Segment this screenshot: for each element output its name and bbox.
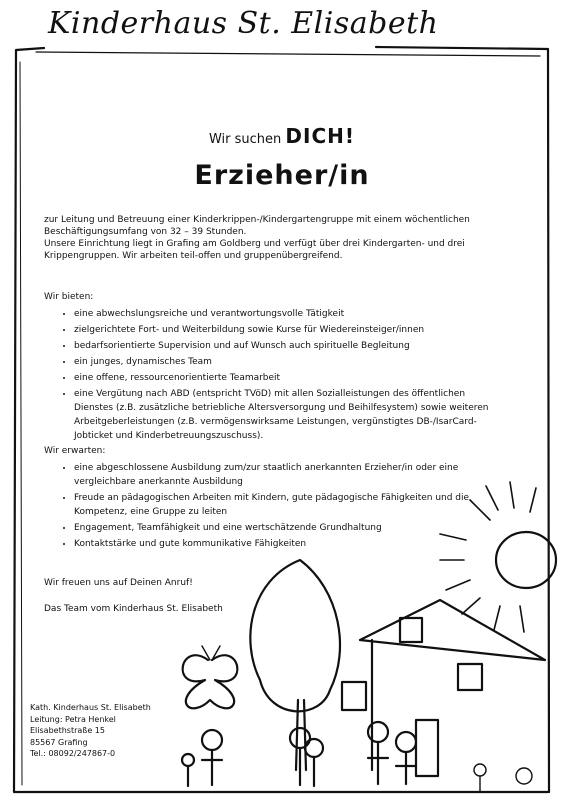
offer-item: • zielgerichtete Fort- und Weiterbildung sowie Kurse für Wiedereinsteiger/innen: [74, 323, 494, 337]
offer-item: • eine abwechslungsreiche und verantwortungsvolle Tätigkeit: [74, 307, 494, 321]
expect-item: • Freude an pädagogischen Arbeiten mit Kindern, gute pädagogische Fähigkeiten und die Kompetenz, eine Gruppe zu leiten: [74, 491, 494, 519]
offer-item: • bedarfsorientierte Supervision und auf Wunsch auch spirituelle Begleitung: [74, 339, 494, 353]
offer-heading: Wir bieten:: [44, 292, 94, 302]
expect-item: • eine abgeschlossene Ausbildung zum/zur staatlich anerkannten Erzieher/in oder eine vergleichbare anerkannte Ausbildung: [74, 461, 494, 489]
flower-drawing: [474, 764, 486, 792]
house-drawing: [360, 600, 545, 770]
intro-paragraph: Unsere Einrichtung liegt in Grafing am Goldberg und verfügt über drei Kindergarten- und drei Krippengruppen. Wir arbeiten teil-offen und gruppenübergreifend.: [44, 239, 465, 261]
address-block: [30, 702, 151, 760]
offer-item: • eine Vergütung nach ABD (entspricht TVöD) mit allen Sozialleistungen des öffentlichen Dienstes (z.B. zusätzliche betriebliche Altersversorgung und Beihilfesystem) sowie weiteren Arbeitgeberleistungen (z.B. vermögenswirksame Leistungen, vergünstigtes DB-/IsarCard-Jobticket und Kinderbetreuungszuschuss).: [74, 387, 494, 443]
expect-list: [60, 461, 494, 553]
signature-mark: [516, 768, 532, 784]
closing-text: Wir freuen uns auf Deinen Anruf!: [44, 578, 193, 588]
intro: [44, 214, 514, 262]
signoff-text: Das Team vom Kinderhaus St. Elisabeth: [44, 604, 223, 614]
address-line: Leitung: Petra Henkel: [30, 714, 116, 724]
expect-heading: Wir erwarten:: [44, 446, 106, 456]
sun-drawing: [496, 532, 556, 588]
address-line: Tel.: 08092/247867-0: [30, 749, 116, 759]
offer-item: • eine offene, ressourcenorientierte Teamarbeit: [74, 371, 494, 385]
tree-drawing: [250, 560, 340, 711]
job-title: Erzieher/in: [194, 160, 370, 191]
address-line: Elisabethstraße 15: [30, 726, 105, 736]
expect-item: • Engagement, Teamfähigkeit und eine wertschätzende Grundhaltung: [74, 521, 494, 535]
children-drawing: [182, 722, 416, 786]
offer-list: [60, 307, 494, 445]
kicker: [0, 124, 564, 148]
offer-item: • ein junges, dynamisches Team: [74, 355, 494, 369]
header-title: Kinderhaus St. Elisabeth: [48, 6, 439, 41]
address-line: Kath. Kinderhaus St. Elisabeth: [30, 703, 151, 712]
kicker-big: DICH!: [285, 124, 356, 148]
kicker-small: Wir suchen: [208, 132, 282, 147]
intro-paragraph: zur Leitung und Betreuung einer Kinderkrippen-/Kindergartengruppe mit einem wöchentlichen Beschäftigungsumfang von 32 – 39 Stunden.: [44, 215, 470, 237]
expect-item: • Kontaktstärke und gute kommunikative Fähigkeiten: [74, 537, 494, 551]
address-line: 85567 Grafing: [30, 737, 88, 747]
butterfly-drawing: [183, 655, 238, 708]
